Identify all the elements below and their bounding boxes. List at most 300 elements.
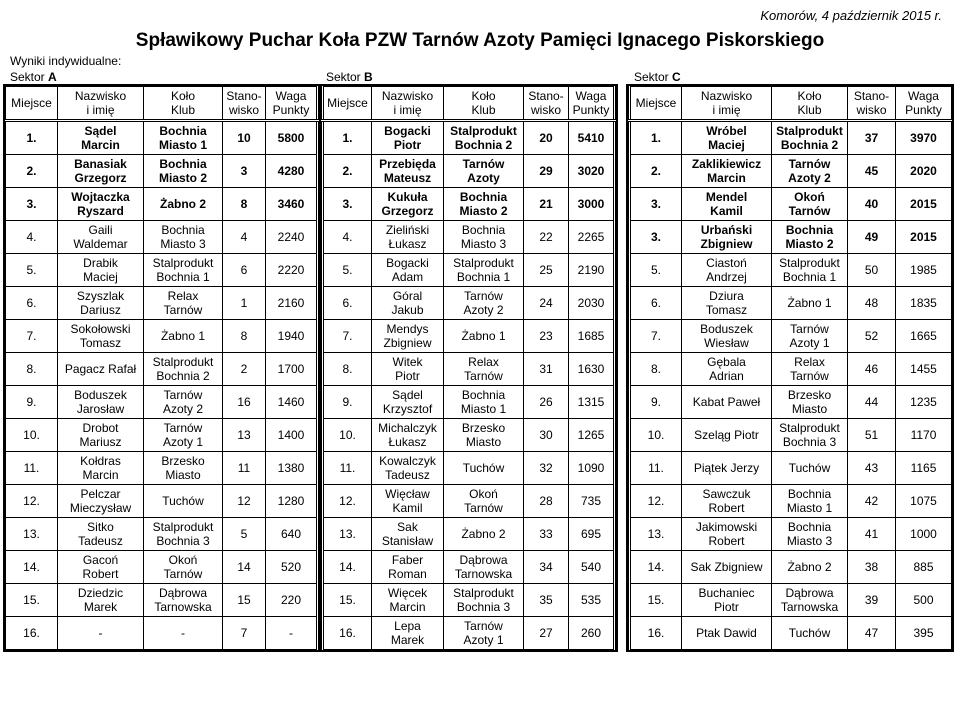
cell-name: Zieliński Łukasz	[372, 221, 444, 254]
table-row	[323, 419, 615, 452]
cell-club: Bochnia Miasto 1	[772, 485, 848, 518]
cell-name: Bogacki Piotr	[372, 121, 444, 155]
sector-c-label	[634, 70, 681, 84]
cell-place: 6.	[323, 287, 372, 320]
cell-weight: 2015	[896, 221, 952, 254]
table-row	[6, 485, 318, 518]
cell-club: Żabno 1	[772, 287, 848, 320]
cell-weight: 2030	[569, 287, 615, 320]
cell-post: 2	[223, 353, 266, 386]
cell-name: Ciastoń Andrzej	[682, 254, 772, 287]
cell-name: Boduszek Jarosław	[58, 386, 144, 419]
cell-weight: 2015	[896, 188, 952, 221]
cell-club: Bochnia Miasto 1	[444, 386, 524, 419]
cell-place: 11.	[6, 452, 58, 485]
column-header-club: Koło Klub	[144, 87, 223, 121]
cell-weight: 1280	[266, 485, 318, 518]
column-header-weight: Waga Punkty	[569, 87, 615, 121]
document-date: Komorów, 4 październik 2015 r.	[760, 8, 942, 23]
cell-place: 13.	[630, 518, 682, 551]
cell-post: 39	[848, 584, 896, 617]
cell-post: 38	[848, 551, 896, 584]
cell-place: 6.	[6, 287, 58, 320]
cell-name: Sokołowski Tomasz	[58, 320, 144, 353]
cell-weight: 220	[266, 584, 318, 617]
cell-post: 45	[848, 155, 896, 188]
cell-place: 14.	[630, 551, 682, 584]
column-header-place: Miejsce	[323, 87, 372, 121]
cell-name: Pelczar Mieczysław	[58, 485, 144, 518]
cell-weight: 2240	[266, 221, 318, 254]
table-row	[323, 353, 615, 386]
cell-weight: 1315	[569, 386, 615, 419]
column-header-post: Stano- wisko	[848, 87, 896, 121]
cell-post: 49	[848, 221, 896, 254]
cell-club: Bochnia Miasto 2	[772, 221, 848, 254]
cell-weight: 5800	[266, 121, 318, 155]
cell-club: -	[144, 617, 223, 650]
table-row	[6, 617, 318, 650]
cell-club: Tarnów Azoty 1	[144, 419, 223, 452]
table-row	[6, 254, 318, 287]
cell-place: 14.	[323, 551, 372, 584]
cell-place: 2.	[323, 155, 372, 188]
cell-post: 47	[848, 617, 896, 650]
cell-name: Mendel Kamil	[682, 188, 772, 221]
cell-name: Szeląg Piotr	[682, 419, 772, 452]
cell-weight: 1630	[569, 353, 615, 386]
cell-weight: 695	[569, 518, 615, 551]
cell-weight: 1380	[266, 452, 318, 485]
cell-club: Stalprodukt Bochnia 2	[144, 353, 223, 386]
table-row	[323, 155, 615, 188]
cell-weight: 1460	[266, 386, 318, 419]
column-header-club: Koło Klub	[444, 87, 524, 121]
table-row	[6, 221, 318, 254]
cell-name: Drabik Maciej	[58, 254, 144, 287]
cell-club: Okoń Tarnów	[144, 551, 223, 584]
cell-name: Kołdras Marcin	[58, 452, 144, 485]
cell-club: Relax Tarnów	[772, 353, 848, 386]
cell-name: Buchaniec Piotr	[682, 584, 772, 617]
cell-post: 37	[848, 121, 896, 155]
column-header-place: Miejsce	[6, 87, 58, 121]
table-row	[630, 287, 952, 320]
cell-place: 5.	[323, 254, 372, 287]
table-row	[630, 188, 952, 221]
cell-weight: 2220	[266, 254, 318, 287]
table-row	[630, 221, 952, 254]
cell-name: -	[58, 617, 144, 650]
cell-club: Okoń Tarnów	[772, 188, 848, 221]
cell-club: Żabno 2	[772, 551, 848, 584]
cell-post: 1	[223, 287, 266, 320]
cell-post: 44	[848, 386, 896, 419]
cell-weight: -	[266, 617, 318, 650]
cell-post: 29	[524, 155, 569, 188]
cell-club: Stalprodukt Bochnia 1	[444, 254, 524, 287]
sector-b-label-text: Sektor	[326, 70, 361, 84]
cell-weight: 1400	[266, 419, 318, 452]
table-row	[323, 287, 615, 320]
cell-weight: 3970	[896, 121, 952, 155]
cell-post: 42	[848, 485, 896, 518]
cell-post: 41	[848, 518, 896, 551]
cell-place: 7.	[630, 320, 682, 353]
cell-name: Bogacki Adam	[372, 254, 444, 287]
cell-post: 8	[223, 320, 266, 353]
cell-name: Boduszek Wiesław	[682, 320, 772, 353]
cell-club: Żabno 1	[144, 320, 223, 353]
cell-name: Kowalczyk Tadeusz	[372, 452, 444, 485]
cell-club: Żabno 2	[144, 188, 223, 221]
header-row	[6, 87, 318, 121]
cell-name: Gacoń Robert	[58, 551, 144, 584]
cell-club: Tarnów Azoty 2	[444, 287, 524, 320]
cell-post: 48	[848, 287, 896, 320]
cell-club: Tuchów	[772, 452, 848, 485]
cell-weight: 2020	[896, 155, 952, 188]
table-row	[6, 188, 318, 221]
sector-a-letter: A	[48, 70, 57, 84]
cell-place: 3.	[6, 188, 58, 221]
cell-place: 1.	[323, 121, 372, 155]
cell-place: 3.	[323, 188, 372, 221]
cell-weight: 535	[569, 584, 615, 617]
cell-place: 7.	[323, 320, 372, 353]
cell-post: 24	[524, 287, 569, 320]
cell-weight: 540	[569, 551, 615, 584]
cell-name: Dziedzic Marek	[58, 584, 144, 617]
cell-place: 3.	[630, 221, 682, 254]
cell-weight: 1075	[896, 485, 952, 518]
cell-place: 11.	[630, 452, 682, 485]
table-row	[630, 386, 952, 419]
cell-name: Wojtaczka Ryszard	[58, 188, 144, 221]
cell-place: 10.	[630, 419, 682, 452]
cell-place: 2.	[6, 155, 58, 188]
cell-name: Gębala Adrian	[682, 353, 772, 386]
document-subtitle: Wyniki indywidualne:	[10, 54, 122, 68]
cell-name: Witek Piotr	[372, 353, 444, 386]
cell-place: 13.	[6, 518, 58, 551]
table-row	[6, 155, 318, 188]
cell-club: Brzesko Miasto	[772, 386, 848, 419]
cell-club: Bochnia Miasto 3	[772, 518, 848, 551]
table-row	[323, 452, 615, 485]
cell-place: 10.	[6, 419, 58, 452]
cell-post: 43	[848, 452, 896, 485]
cell-place: 12.	[630, 485, 682, 518]
cell-club: Stalprodukt Bochnia 1	[772, 254, 848, 287]
cell-place: 9.	[6, 386, 58, 419]
table-row	[323, 386, 615, 419]
cell-weight: 1170	[896, 419, 952, 452]
cell-post: 4	[223, 221, 266, 254]
sector-b-label	[326, 70, 373, 84]
cell-place: 15.	[6, 584, 58, 617]
table-row	[630, 320, 952, 353]
cell-weight: 735	[569, 485, 615, 518]
column-header-name: Nazwisko i imię	[372, 87, 444, 121]
cell-post: 20	[524, 121, 569, 155]
table-row	[323, 121, 615, 155]
cell-club: Stalprodukt Bochnia 2	[772, 121, 848, 155]
sector-c-letter: C	[672, 70, 681, 84]
cell-place: 1.	[6, 121, 58, 155]
cell-club: Bochnia Miasto 2	[144, 155, 223, 188]
cell-weight: 1000	[896, 518, 952, 551]
cell-post: 14	[223, 551, 266, 584]
cell-name: Sądel Marcin	[58, 121, 144, 155]
cell-name: Urbański Zbigniew	[682, 221, 772, 254]
table-row	[323, 485, 615, 518]
cell-post: 30	[524, 419, 569, 452]
cell-weight: 885	[896, 551, 952, 584]
cell-club: Stalprodukt Bochnia 1	[144, 254, 223, 287]
cell-club: Stalprodukt Bochnia 2	[444, 121, 524, 155]
cell-place: 8.	[630, 353, 682, 386]
table-row	[323, 254, 615, 287]
cell-post: 25	[524, 254, 569, 287]
cell-club: Dąbrowa Tarnowska	[772, 584, 848, 617]
cell-name: Zaklikiewicz Marcin	[682, 155, 772, 188]
cell-club: Relax Tarnów	[444, 353, 524, 386]
column-header-post: Stano- wisko	[524, 87, 569, 121]
cell-post: 3	[223, 155, 266, 188]
cell-weight: 1165	[896, 452, 952, 485]
cell-weight: 2160	[266, 287, 318, 320]
cell-place: 16.	[323, 617, 372, 650]
cell-weight: 395	[896, 617, 952, 650]
cell-club: Tarnów Azoty 1	[444, 617, 524, 650]
cell-weight: 2190	[569, 254, 615, 287]
column-header-weight: Waga Punkty	[896, 87, 952, 121]
table-row	[630, 121, 952, 155]
cell-post: 27	[524, 617, 569, 650]
cell-place: 16.	[630, 617, 682, 650]
cell-post: 6	[223, 254, 266, 287]
cell-name: Kabat Paweł	[682, 386, 772, 419]
cell-club: Tarnów Azoty 2	[144, 386, 223, 419]
column-header-name: Nazwisko i imię	[58, 87, 144, 121]
cell-name: Pagacz Rafał	[58, 353, 144, 386]
cell-place: 11.	[323, 452, 372, 485]
cell-name: Sak Stanisław	[372, 518, 444, 551]
cell-club: Brzesko Miasto	[144, 452, 223, 485]
cell-place: 4.	[6, 221, 58, 254]
table-row	[630, 419, 952, 452]
cell-name: Przebięda Mateusz	[372, 155, 444, 188]
cell-place: 5.	[630, 254, 682, 287]
cell-club: Żabno 1	[444, 320, 524, 353]
sector-b-letter: B	[364, 70, 373, 84]
table-row	[630, 452, 952, 485]
sector-b-table	[321, 86, 616, 650]
cell-post: 12	[223, 485, 266, 518]
cell-club: Bochnia Miasto 1	[144, 121, 223, 155]
cell-name: Gaili Waldemar	[58, 221, 144, 254]
column-header-weight: Waga Punkty	[266, 87, 318, 121]
sector-a-table	[5, 86, 319, 650]
cell-name: Wróbel Maciej	[682, 121, 772, 155]
sector-c-label-text: Sektor	[634, 70, 669, 84]
cell-place: 3.	[630, 188, 682, 221]
cell-weight: 1090	[569, 452, 615, 485]
cell-place: 9.	[323, 386, 372, 419]
sector-a-label-text: Sektor	[10, 70, 45, 84]
table-row	[323, 617, 615, 650]
cell-weight: 1700	[266, 353, 318, 386]
table-row	[6, 287, 318, 320]
table-row	[6, 353, 318, 386]
cell-name: Sawczuk Robert	[682, 485, 772, 518]
cell-place: 2.	[630, 155, 682, 188]
cell-post: 31	[524, 353, 569, 386]
cell-weight: 1265	[569, 419, 615, 452]
cell-place: 7.	[6, 320, 58, 353]
cell-weight: 520	[266, 551, 318, 584]
cell-post: 8	[223, 188, 266, 221]
cell-club: Tarnów Azoty 1	[772, 320, 848, 353]
cell-club: Żabno 2	[444, 518, 524, 551]
cell-name: Szyszlak Dariusz	[58, 287, 144, 320]
cell-post: 11	[223, 452, 266, 485]
cell-club: Tuchów	[444, 452, 524, 485]
cell-name: Góral Jakub	[372, 287, 444, 320]
cell-place: 16.	[6, 617, 58, 650]
cell-post: 21	[524, 188, 569, 221]
cell-club: Relax Tarnów	[144, 287, 223, 320]
document-title: Spławikowy Puchar Koła PZW Tarnów Azoty Pamięci Ignacego Piskorskiego	[135, 30, 825, 51]
cell-place: 12.	[6, 485, 58, 518]
column-header-name: Nazwisko i imię	[682, 87, 772, 121]
table-row	[630, 485, 952, 518]
cell-post: 22	[524, 221, 569, 254]
cell-name: Kukuła Grzegorz	[372, 188, 444, 221]
sector-c-table	[628, 86, 952, 650]
table-row	[630, 353, 952, 386]
cell-name: Banasiak Grzegorz	[58, 155, 144, 188]
cell-post: 15	[223, 584, 266, 617]
cell-post: 26	[524, 386, 569, 419]
table-row	[6, 121, 318, 155]
cell-post: 5	[223, 518, 266, 551]
cell-weight: 5410	[569, 121, 615, 155]
table-row	[6, 452, 318, 485]
cell-place: 5.	[6, 254, 58, 287]
cell-place: 15.	[630, 584, 682, 617]
cell-post: 46	[848, 353, 896, 386]
cell-place: 10.	[323, 419, 372, 452]
cell-place: 14.	[6, 551, 58, 584]
cell-post: 33	[524, 518, 569, 551]
cell-post: 52	[848, 320, 896, 353]
cell-weight: 3020	[569, 155, 615, 188]
cell-weight: 1665	[896, 320, 952, 353]
cell-place: 6.	[630, 287, 682, 320]
cell-name: Jakimowski Robert	[682, 518, 772, 551]
cell-name: Piątek Jerzy	[682, 452, 772, 485]
cell-weight: 1940	[266, 320, 318, 353]
table-row	[6, 518, 318, 551]
cell-name: Ptak Dawid	[682, 617, 772, 650]
cell-name: Sitko Tadeusz	[58, 518, 144, 551]
cell-name: Mendys Zbigniew	[372, 320, 444, 353]
cell-club: Dąbrowa Tarnowska	[444, 551, 524, 584]
cell-name: Więcek Marcin	[372, 584, 444, 617]
table-row	[323, 551, 615, 584]
table-row	[6, 320, 318, 353]
cell-post: 16	[223, 386, 266, 419]
table-row	[323, 518, 615, 551]
cell-club: Tarnów Azoty	[444, 155, 524, 188]
cell-name: Michalczyk Łukasz	[372, 419, 444, 452]
cell-club: Stalprodukt Bochnia 3	[772, 419, 848, 452]
cell-name: Dziura Tomasz	[682, 287, 772, 320]
cell-place: 8.	[323, 353, 372, 386]
cell-post: 23	[524, 320, 569, 353]
cell-club: Tarnów Azoty 2	[772, 155, 848, 188]
cell-post: 40	[848, 188, 896, 221]
column-header-place: Miejsce	[630, 87, 682, 121]
cell-post: 51	[848, 419, 896, 452]
cell-club: Bochnia Miasto 3	[144, 221, 223, 254]
cell-club: Brzesko Miasto	[444, 419, 524, 452]
cell-club: Tuchów	[772, 617, 848, 650]
table-row	[630, 254, 952, 287]
cell-post: 32	[524, 452, 569, 485]
cell-name: Lepa Marek	[372, 617, 444, 650]
column-header-club: Koło Klub	[772, 87, 848, 121]
cell-weight: 640	[266, 518, 318, 551]
cell-club: Okoń Tarnów	[444, 485, 524, 518]
cell-weight: 2265	[569, 221, 615, 254]
cell-club: Tuchów	[144, 485, 223, 518]
table-row	[323, 584, 615, 617]
table-row	[6, 551, 318, 584]
cell-place: 12.	[323, 485, 372, 518]
cell-place: 1.	[630, 121, 682, 155]
table-row	[630, 617, 952, 650]
header-row	[630, 87, 952, 121]
cell-post: 50	[848, 254, 896, 287]
cell-weight: 1455	[896, 353, 952, 386]
cell-place: 9.	[630, 386, 682, 419]
cell-weight: 500	[896, 584, 952, 617]
cell-place: 15.	[323, 584, 372, 617]
header-row	[323, 87, 615, 121]
cell-weight: 4280	[266, 155, 318, 188]
cell-weight: 1835	[896, 287, 952, 320]
cell-name: Sak Zbigniew	[682, 551, 772, 584]
cell-place: 4.	[323, 221, 372, 254]
table-row	[630, 518, 952, 551]
table-row	[6, 584, 318, 617]
cell-club: Stalprodukt Bochnia 3	[444, 584, 524, 617]
cell-name: Sądel Krzysztof	[372, 386, 444, 419]
cell-club: Bochnia Miasto 2	[444, 188, 524, 221]
table-row	[323, 188, 615, 221]
cell-post: 7	[223, 617, 266, 650]
cell-name: Faber Roman	[372, 551, 444, 584]
cell-club: Stalprodukt Bochnia 3	[144, 518, 223, 551]
cell-post: 10	[223, 121, 266, 155]
table-row	[6, 386, 318, 419]
table-row	[323, 221, 615, 254]
cell-name: Więcław Kamil	[372, 485, 444, 518]
table-row	[630, 551, 952, 584]
